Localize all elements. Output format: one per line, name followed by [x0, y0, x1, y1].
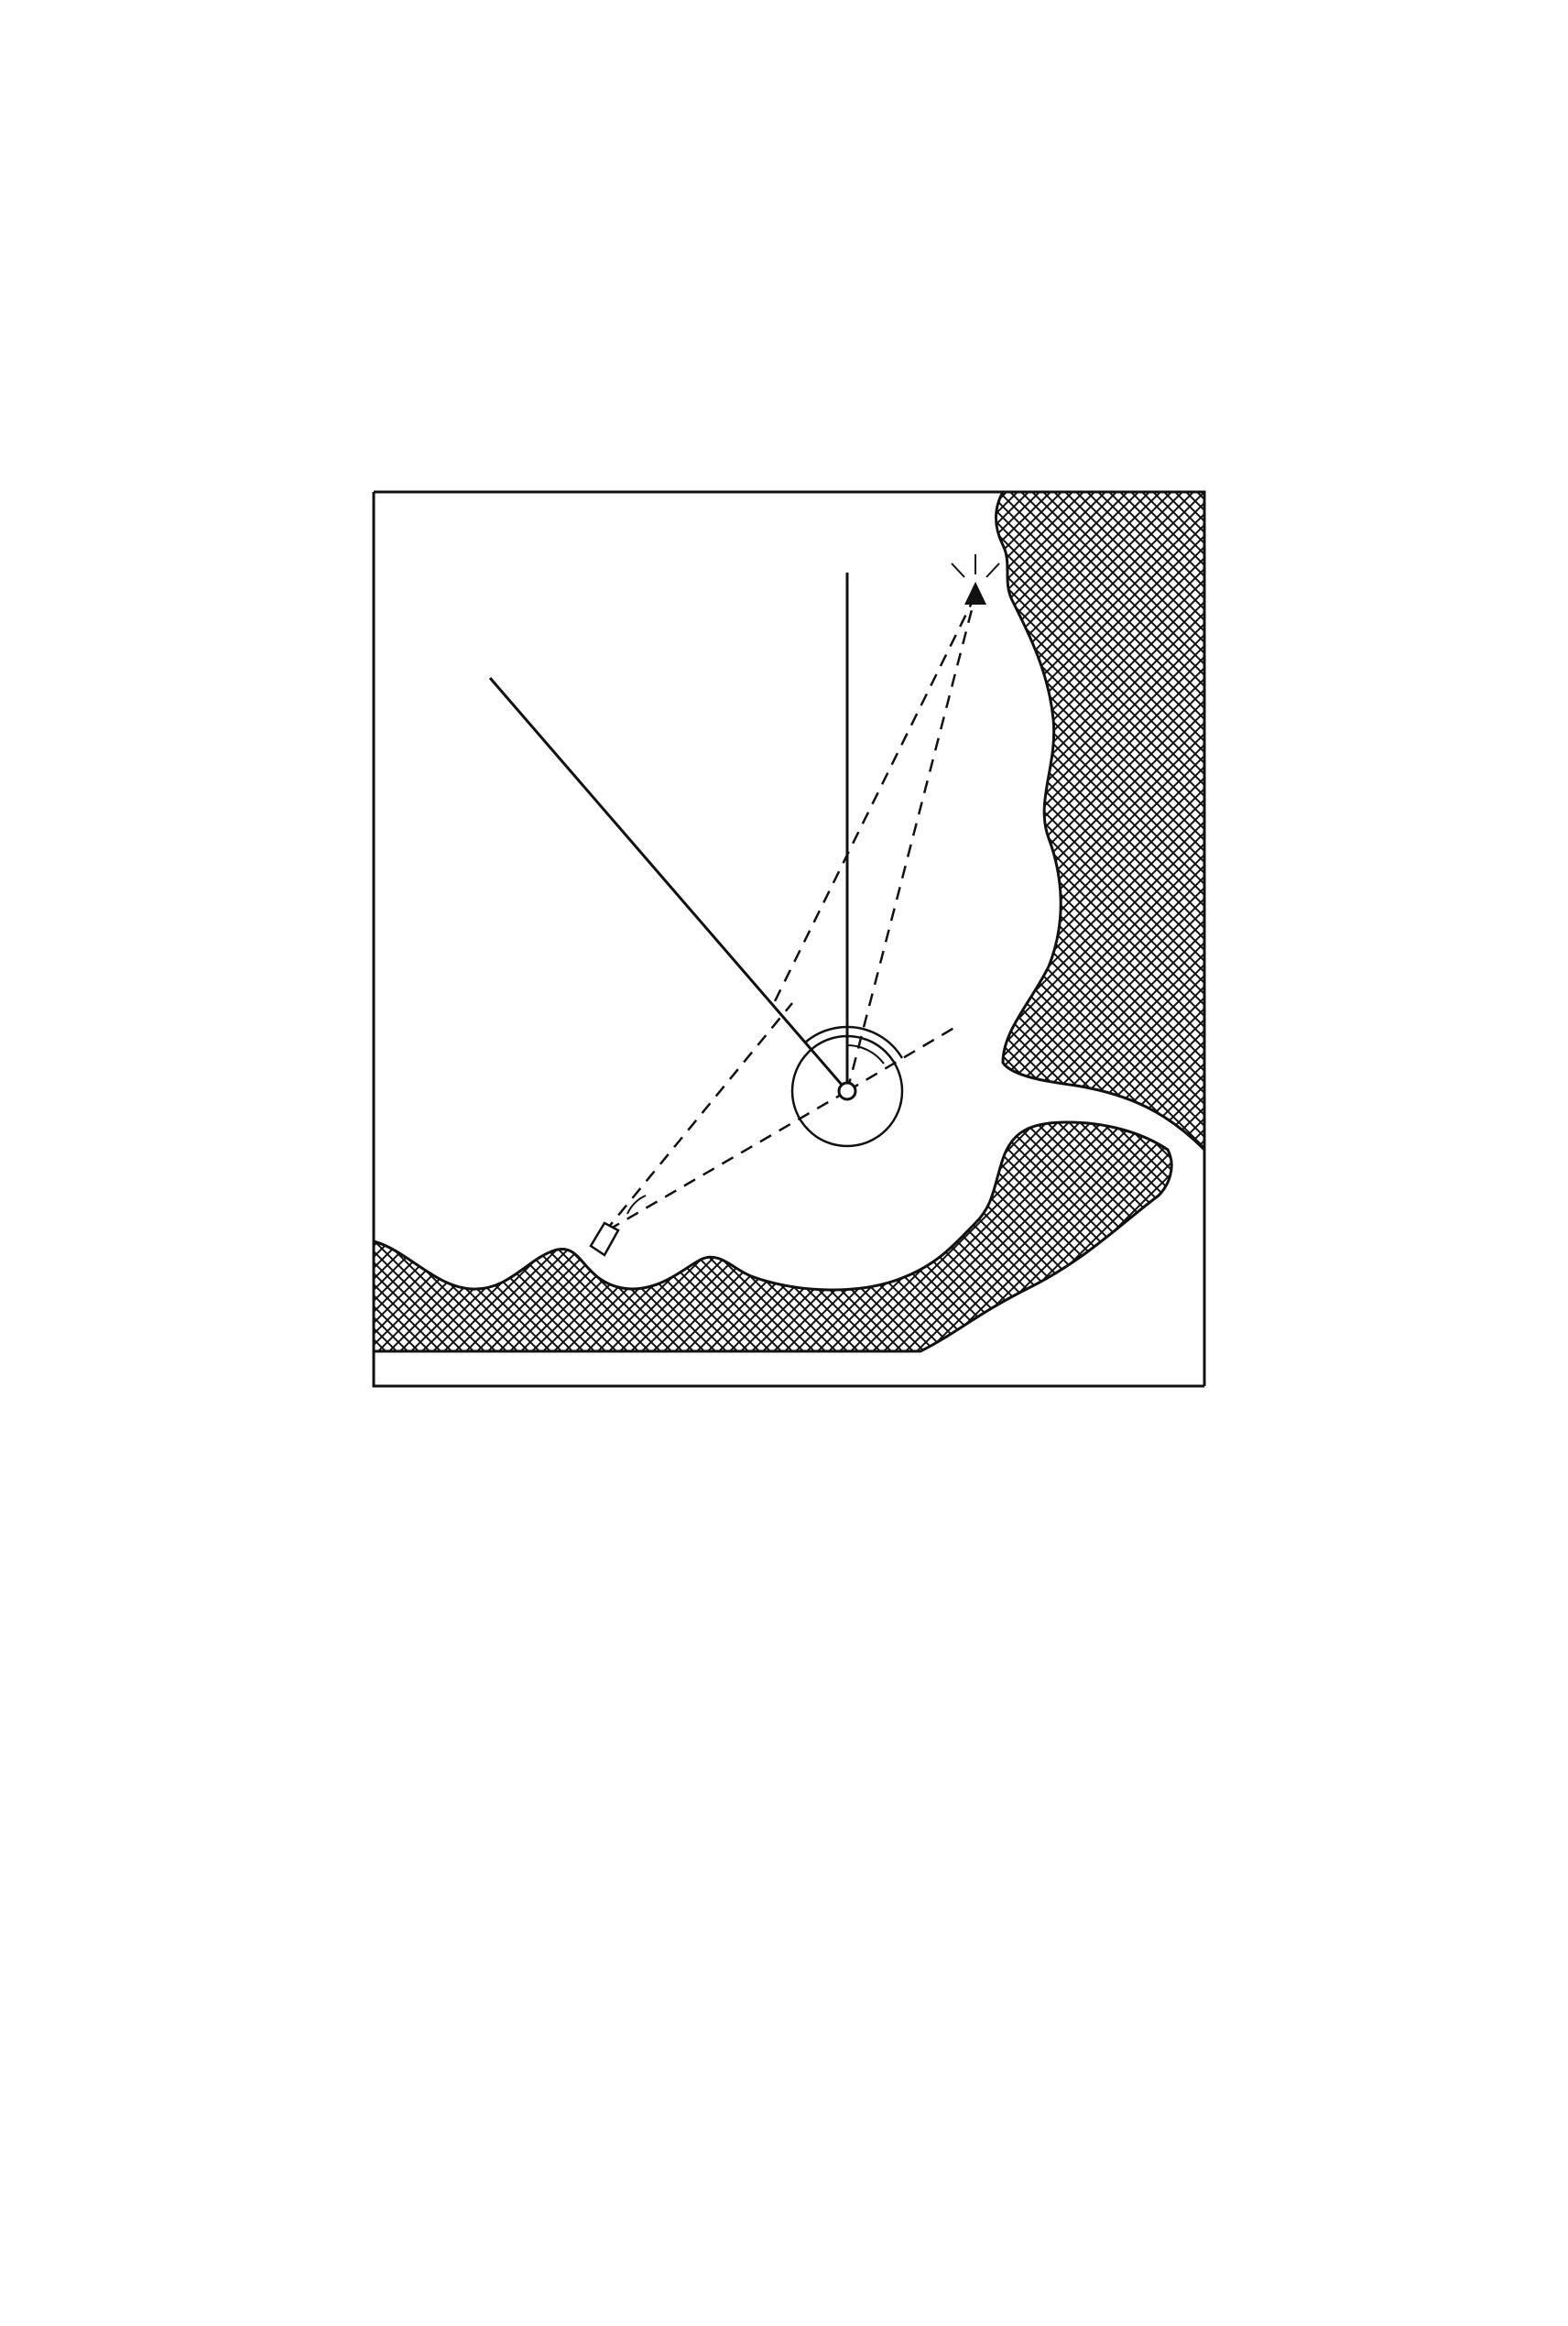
- line-d1: [604, 1091, 847, 1232]
- profile-map-diagram: [371, 490, 1214, 1392]
- lighthouse-symbol: [964, 582, 986, 605]
- line-lighthouse-pier: [774, 595, 975, 1003]
- coast-upper-right: [996, 492, 1205, 1150]
- start-point: [839, 1083, 855, 1099]
- line-d2: [847, 595, 975, 1091]
- coast-lower: [374, 1122, 1171, 1351]
- profile-direction-line: [490, 678, 847, 1091]
- arc-alpha: [627, 1196, 646, 1214]
- figure-profile-layout: [371, 490, 1214, 1392]
- pier-symbol: [591, 1223, 618, 1255]
- line-pier-diagonal: [604, 1003, 792, 1232]
- arc-a3: [847, 1045, 884, 1064]
